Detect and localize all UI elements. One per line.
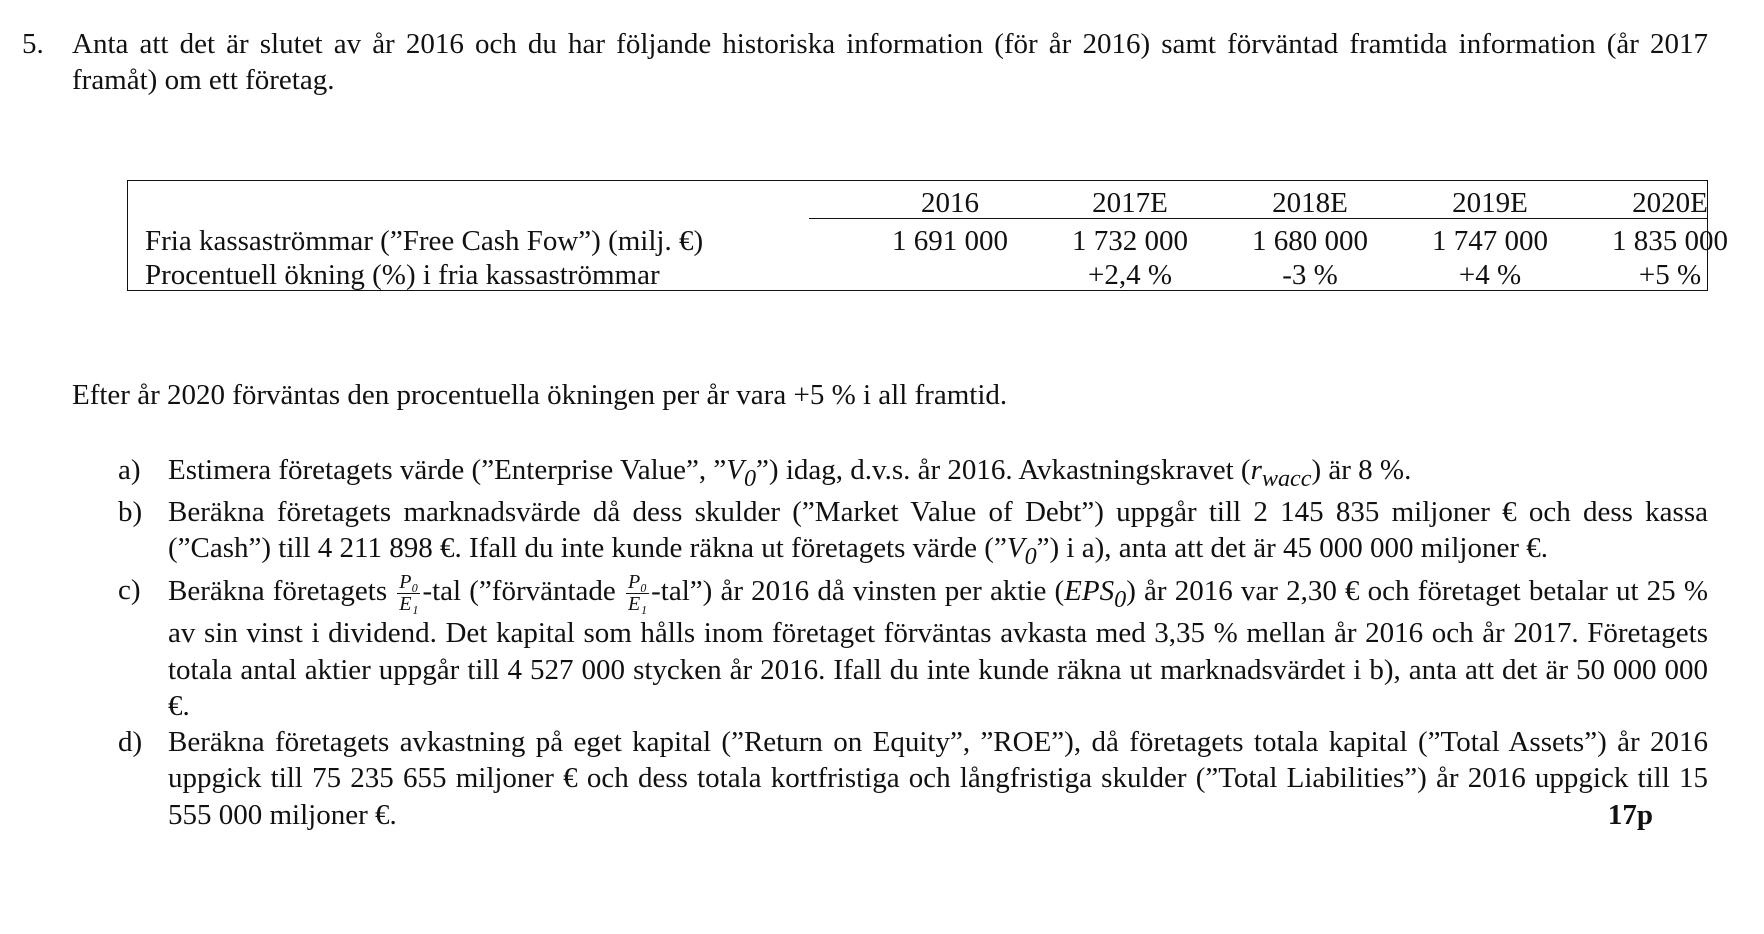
cash-flow-table [127, 180, 1728, 291]
math-symbol: EPS [1064, 575, 1115, 608]
table-cell: 1 835 000 [1612, 225, 1728, 257]
math-eps0 [1064, 575, 1127, 614]
item-letter: b) [118, 496, 143, 528]
row-label: Fria kassaströmmar (”Free Cash Fow”) (milj. €) [145, 225, 704, 257]
subquestion-b [118, 494, 1708, 572]
table-cell: -3 % [1282, 259, 1338, 291]
year-header-2016: 2016 [921, 187, 979, 219]
year-header-2017e: 2017E [1092, 187, 1168, 219]
fraction-numerator: P₀ [627, 571, 648, 594]
year-header-2020e: 2020E [1632, 187, 1708, 219]
year-header-2018e: 2018E [1272, 187, 1348, 219]
item-text: ) är 8 %. [1311, 454, 1412, 486]
item-text: ”) idag, d.v.s. år 2016. Avkastningskravet ( [756, 454, 1251, 486]
math-symbol: V [726, 454, 744, 486]
math-v0 [726, 454, 757, 492]
item-text: Beräkna företagets avkastning på eget kapital (”Return on Equity”, ”ROE”), då företagets totala kapital (”Total Assets”) år 2016 uppgick till 75 235 655 miljoner € och dess totala kortfristiga och långfristiga skulder (”Total Liabilities”) år 2016 uppgick till 15 555 000 miljoner €. [168, 726, 1708, 831]
math-r-wacc [1250, 454, 1312, 492]
subquestion-d [118, 724, 1708, 833]
item-letter: a) [118, 454, 141, 486]
math-symbol: r [1250, 454, 1262, 486]
table-cell: 1 691 000 [892, 225, 1008, 257]
item-text: Estimera företagets värde (”Enterprise Value”, ” [168, 454, 727, 486]
subquestion-c [118, 572, 1708, 724]
fraction-numerator: P₀ [399, 571, 419, 594]
table-row-growth [128, 257, 1707, 291]
table-cell: +4 % [1458, 259, 1522, 291]
item-text: Beräkna företagets [168, 575, 388, 608]
table-cell: 1 732 000 [1072, 225, 1188, 257]
row-label: Procentuell ökning (%) i fria kassaströmmar [145, 259, 660, 291]
table-header-row [128, 185, 1707, 219]
item-text: ”) i a), anta att det är 45 000 000 miljoner €. [1036, 532, 1549, 565]
item-text: ) år 2016 var 2,30 € och företaget betalar ut 25 % av sin vinst i dividend. Det kapital som hålls inom företaget förväntas avkasta med 3,35 % mellan år 2016 och år 2017. Företagets totala antal aktier uppgår till 4 527 000 stycken år 2016. Ifall du inte kunde räkna ut marknadsvärdet i b), anta att det är 50 000 000 €. [168, 575, 1708, 722]
year-header-2019e: 2019E [1452, 187, 1528, 219]
fraction-p0-e1 [626, 572, 649, 615]
math-subscript: wacc [1261, 464, 1312, 492]
fraction-p0-e1 [397, 572, 420, 615]
subquestion-a [118, 452, 1708, 494]
question-number: 5. [22, 28, 44, 60]
subquestion-list [118, 452, 1708, 833]
fraction-denominator: E₁ [627, 593, 648, 616]
fraction-denominator: E₁ [399, 593, 419, 616]
math-subscript: 0 [1114, 586, 1127, 614]
question-intro: Anta att det är slutet av år 2016 och du har följande historiska information (för år 2016) samt förväntad framtida information (år 2017 framåt) om ett företag. [72, 28, 1708, 97]
item-letter: d) [118, 726, 143, 759]
math-subscript: 0 [1024, 543, 1037, 571]
header-divider [809, 218, 1707, 219]
math-subscript: 0 [743, 464, 757, 492]
item-letter: c) [118, 574, 141, 607]
item-text: -tal (”förväntade [422, 575, 616, 608]
item-text: -tal”) år 2016 då vinsten per aktie ( [651, 575, 1065, 608]
table-cell: +2,4 % [1087, 259, 1172, 291]
table-cell: 1 680 000 [1252, 225, 1368, 257]
math-symbol: V [1006, 532, 1025, 565]
table-cell: +5 % [1638, 259, 1702, 291]
points-label: 17p [1607, 798, 1653, 831]
math-v0 [1006, 532, 1037, 571]
after-2020-note: Efter år 2020 förväntas den procentuella ökningen per år vara +5 % i all framtid. [72, 379, 1008, 411]
item-text: Beräkna företagets marknadsvärde då dess skulder (”Market Value of Debt”) uppgår till 2 145 835 miljoner € och dess kassa (”Cash”) till 4 211 898 €. Ifall du inte kunde räkna ut företagets värde (” [168, 496, 1708, 565]
table-row-free-cash-flow [128, 223, 1728, 257]
table-cell: 1 747 000 [1432, 225, 1548, 257]
